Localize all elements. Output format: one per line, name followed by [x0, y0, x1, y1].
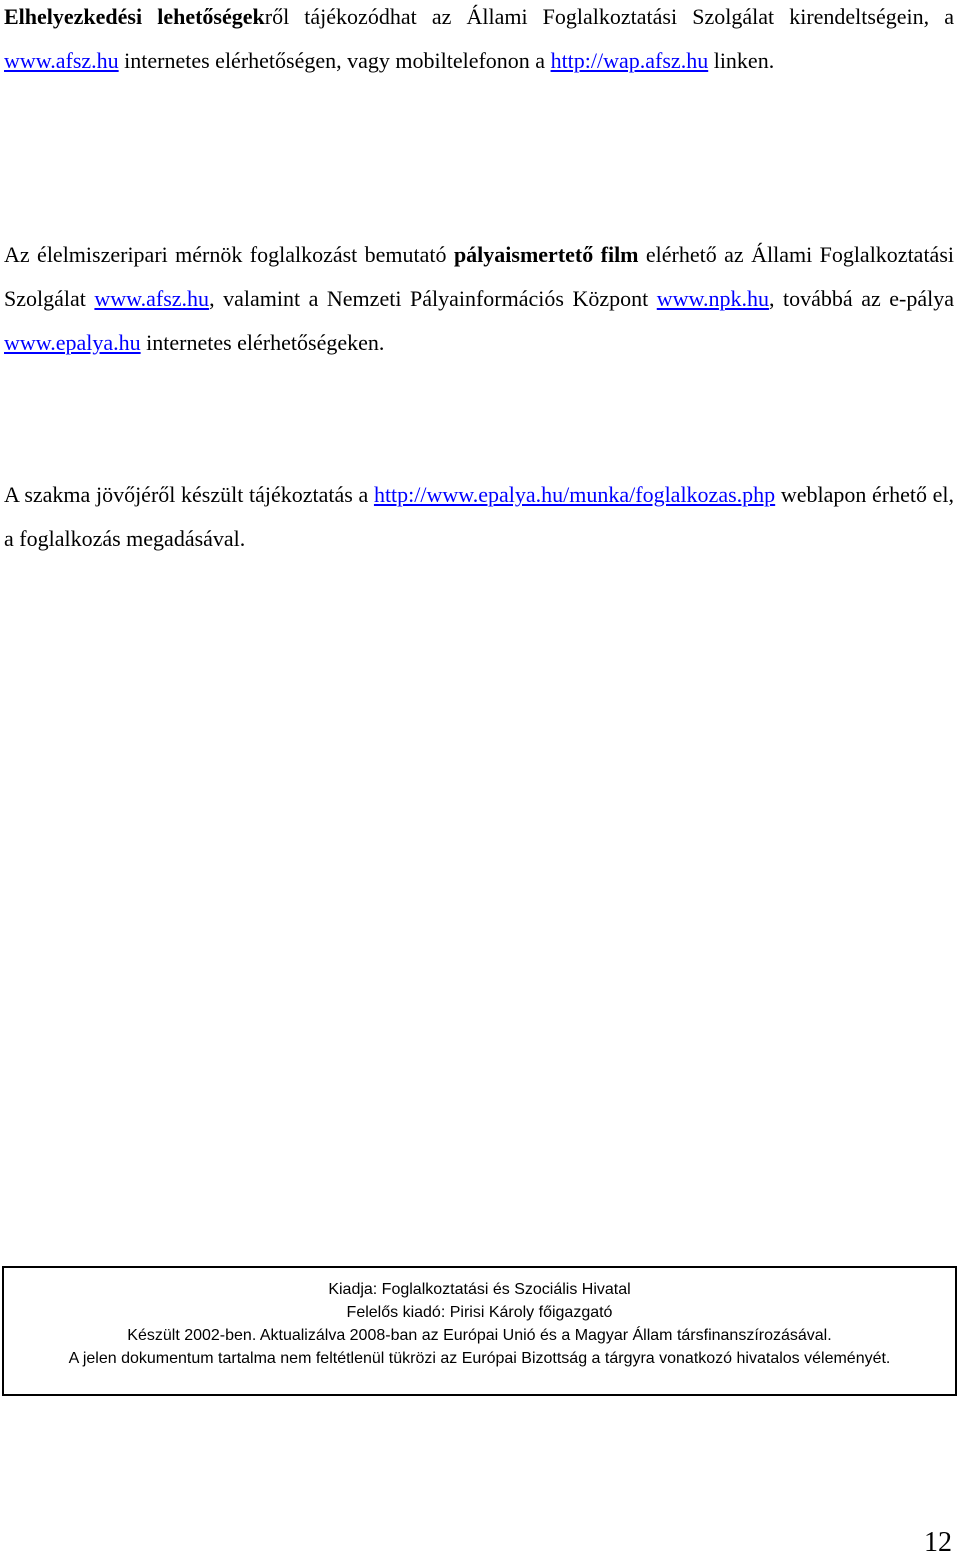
bold-term-career-film: pályaismertető film: [453, 242, 639, 267]
page-number: 12: [924, 1527, 952, 1558]
link-afsz[interactable]: www.afsz.hu: [4, 48, 119, 73]
footer-production-note: Készült 2002-ben. Aktualizálva 2008-ban az Európai Unió és a Magyar Állam társfinanszírozásával.: [127, 1327, 832, 1344]
paragraph2-text-c: , valamint a Nemzeti Pályainformációs Központ: [209, 286, 657, 311]
link-npk[interactable]: www.npk.hu: [656, 286, 769, 311]
link-wap-afsz[interactable]: http://wap.afsz.hu: [550, 48, 709, 73]
publisher-footer-box: [2, 1266, 957, 1396]
paragraph-career-film: [4, 233, 954, 365]
footer-publisher: Kiadja: Foglalkoztatási és Szociális Hivatal: [328, 1281, 631, 1298]
paragraph-job-opportunities: [4, 0, 954, 83]
paragraph-profession-future: [4, 473, 954, 561]
paragraph2-text-e: internetes elérhetőségeken.: [140, 330, 385, 355]
paragraph2-text-b: elérhető az Állami Foglalkoztatási Szolgálat: [4, 242, 954, 311]
link-epalya[interactable]: www.epalya.hu: [4, 330, 141, 355]
link-afsz-2[interactable]: www.afsz.hu: [94, 286, 210, 311]
paragraph1-text-a: ről tájékozódhat az Állami Foglalkoztatási Szolgálat kirendeltségein, a: [264, 4, 954, 29]
paragraph1-text-b: internetes elérhetőségen, vagy mobiltelefonon a: [118, 48, 551, 73]
paragraph3-text-b: weblapon érhető el, a foglalkozás megadásával.: [4, 482, 955, 551]
paragraph2-text-d: , továbbá az e-pálya: [769, 286, 955, 311]
link-epalya-foglalkozas[interactable]: http://www.epalya.hu/munka/foglalkozas.php: [373, 482, 776, 507]
footer-responsible-publisher: Felelős kiadó: Pirisi Károly főigazgató: [346, 1304, 613, 1321]
bold-term-job-opportunities: Elhelyezkedési lehetőségek: [4, 4, 265, 29]
paragraph1-text-c: linken.: [708, 48, 775, 73]
paragraph2-text-a: Az élelmiszeripari mérnök foglalkozást bemutató: [4, 242, 454, 267]
footer-disclaimer: A jelen dokumentum tartalma nem feltétlenül tükrözi az Európai Bizottság a tárgyra vonatkozó hivatalos véleményét.: [68, 1350, 891, 1367]
paragraph3-text-a: A szakma jövőjéről készült tájékoztatás a: [4, 482, 374, 507]
